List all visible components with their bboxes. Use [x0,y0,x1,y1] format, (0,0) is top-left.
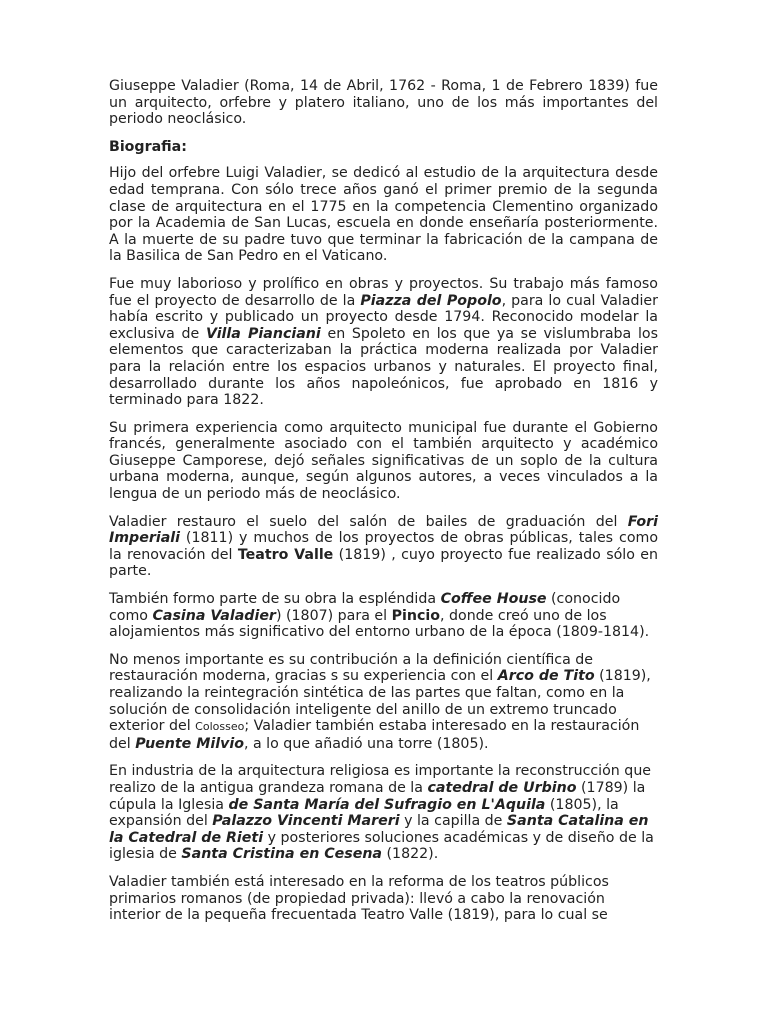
emphasis-teatro-valle: Teatro Valle [237,546,334,563]
emphasis-colosseo: Colosseo [195,720,245,734]
biography-paragraph-6 [109,652,658,753]
emphasis-santa-catalina: Santa Catalina en la Catedral de Rieti [109,813,649,846]
emphasis-arco-de-tito: Arco de Tito [497,668,595,685]
intro-paragraph: Giuseppe Valadier (Roma, 14 de Abril, 1762 - Roma, 1 de Febrero 1839) fue un arquitecto, orfebre y platero italiano, uno de los más importantes del periodo neoclásico. [109,78,658,128]
biography-paragraph-3: Su primera experiencia como arquitecto municipal fue durante el Gobierno francés, generalmente asociado con el también arquitecto y académico Giuseppe Camporese, dejó señales significativas de un soplo de la cultura urbana moderna, aunque, según algunos autores, a veces vinculados a la lengua de un periodo más de neoclásico. [109,419,658,503]
biography-paragraph-4 [109,514,658,580]
text-run: , a lo que añadió una torre (1805). [243,735,489,752]
emphasis-casina-valadier: Casina Valadier [152,607,276,624]
text-run: (1811) y muchos de los proyectos de obras públicas, tales como la renovación del [109,530,658,563]
emphasis-piazza-del-popolo: Piazza del Popolo [360,292,502,309]
biography-paragraph-8: Valadier también está interesado en la reforma de los teatros públicos primarios romanos (de propiedad privada): llevó a cabo la renovación interior de la pequeña frecuentada Teatro Valle (1819), para lo cual se [109,873,609,924]
text-run: (1822). [382,846,439,863]
biography-paragraph-7 [109,763,658,863]
text-run: (conocido como [109,591,621,624]
text-run: Valadier restauro el suelo del salón de bailes de graduación del [109,513,628,530]
biography-paragraph-1: Hijo del orfebre Luigi Valadier, se dedicó al estudio de la arquitectura desde edad temprana. Con sólo trece años ganó el primer premio de la segunda clase de arquitectura en el 1775 en la competencia Clementino organizado por la Academia de San Lucas, escuela en donde enseñaría posteriormente. A la muerte de su padre tuvo que terminar la fabricación de la campana de la Basilica de San Pedro en el Vaticano. [109,165,658,265]
text-run: (1819) , cuyo proyecto fue realizado sólo en parte. [109,546,658,580]
text-run: ) (1807) para el [275,607,392,624]
document-page [109,78,658,935]
text-run: No menos importante es su contribución a la definición científica de restauración moderna, gracias s su experiencia con el [109,651,594,685]
emphasis-santa-cristina: Santa Cristina en Cesena [181,846,383,863]
text-run: (1789) la cúpula la Iglesia [109,779,646,813]
emphasis-pincio: Pincio [391,607,440,624]
text-run: , para lo cual Valadier había escrito y publicado un proyecto desde 1794. Reconocido modelar la exclusiva de [109,292,658,342]
biography-paragraph-2 [109,276,658,409]
section-heading: Biografia: [109,138,187,155]
text-run: También formo parte de su obra la espléndida [109,591,441,608]
biography-paragraph-5 [109,591,658,641]
text-run: (1805), la expansión del [109,796,619,830]
text-run: , donde creó uno de los alojamientos más significativo del entorno urbano de la época (1809-1814). [109,607,650,641]
text-run: Fue muy laborioso y prolífico en obras y proyectos. Su trabajo más famoso fue el proyecto de desarrollo de la [109,275,658,309]
emphasis-catedral-de-urbino: catedral de Urbino [427,779,577,796]
emphasis-santa-maria-del-sufragio: de Santa María del Sufragio en L'Aquila [228,796,546,813]
text-run: y posteriores soluciones académicas y de diseño de la iglesia de [109,829,654,863]
emphasis-villa-pianciani: Villa Pianciani [205,325,321,342]
text-run: (1819), realizando la reintegración sintética de las partes que faltan, como en la solución de consolidación inteligente del anillo de un extremo truncado exterior del [109,668,651,735]
emphasis-coffee-house: Coffee House [440,591,547,608]
emphasis-puente-milvio: Puente Milvio [135,735,244,752]
text-run: ; Valadier también estaba interesado en la restauración del [109,718,640,752]
text-run: en Spoleto en los que ya se vislumbraba los elementos que caracterizaban la práctica moderna realizada por Valadier para la relación entre los espacios urbanos y naturales. El proyecto final, desarrollado durante los años napoleónicos, fue aprobado en 1816 y terminado para 1822. [109,325,658,409]
emphasis-palazzo-vincenti-mareri: Palazzo Vincenti Mareri [212,813,400,830]
text-run: En industria de la arquitectura religiosa es importante la reconstrucción que realizo de la antigua grandeza romana de la [109,763,652,796]
text-run: y la capilla de [399,813,507,830]
emphasis-fori-imperiali: Fori Imperiali [109,513,658,547]
